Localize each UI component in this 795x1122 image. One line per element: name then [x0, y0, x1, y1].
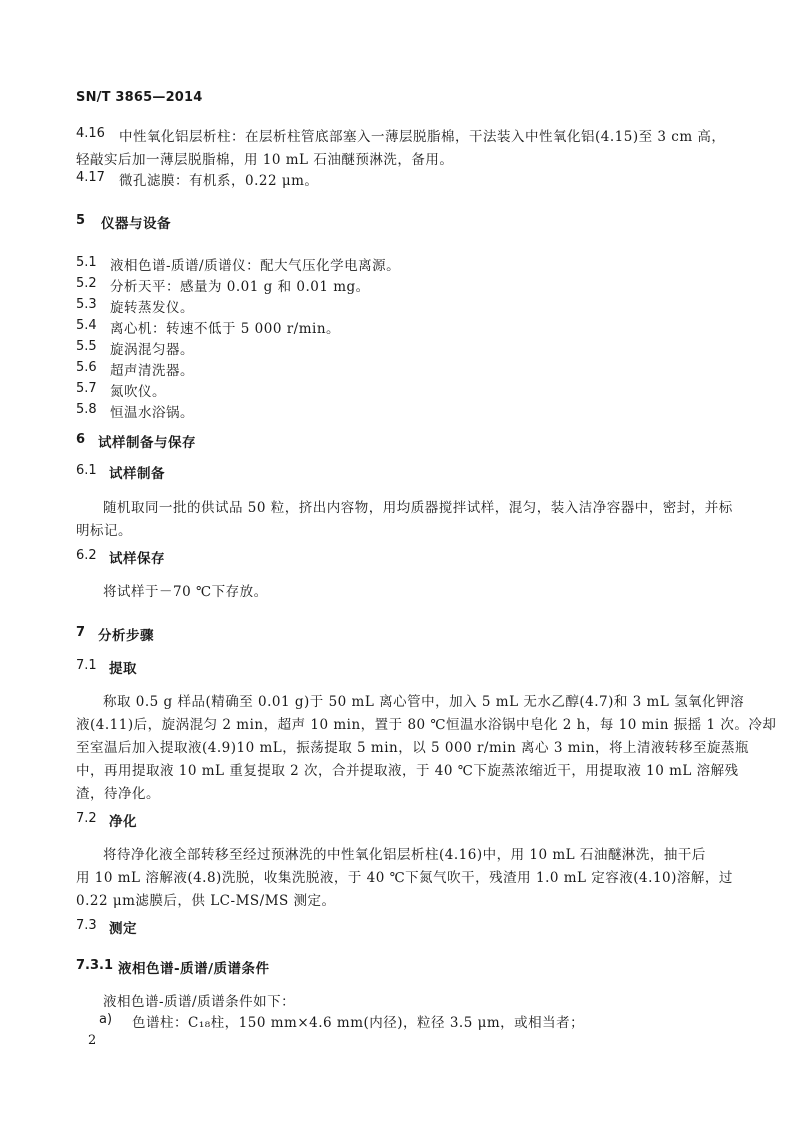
- paragraph-line: 渣，待净化。: [76, 786, 160, 802]
- subsection-number: 6.2: [76, 548, 97, 563]
- paragraph-line: 液(4.11)后，旋涡混匀 2 min，超声 10 min，置于 80 ℃恒温水浴锅中皂化 2 h，每 10 min 振摇 1 次。冷却: [76, 717, 777, 733]
- clause-number: 5.3: [76, 297, 97, 312]
- subsection-number: 6.1: [76, 463, 97, 478]
- clause-text: 旋涡混匀器。: [110, 342, 194, 358]
- paragraph-line: 将试样于－70 ℃下存放。: [103, 584, 268, 600]
- clause-text: 超声清洗器。: [110, 363, 194, 379]
- subsection-title: 试样制备: [109, 466, 165, 482]
- clause-text: 分析天平：感量为 0.01 g 和 0.01 mg。: [110, 279, 370, 295]
- clause-text: 液相色谱-质谱/质谱仪：配大气压化学电离源。: [110, 258, 401, 274]
- section-title: 仪器与设备: [101, 216, 171, 232]
- clause-number: 5.8: [76, 402, 97, 417]
- clause-number: 5.2: [76, 276, 97, 291]
- subsection-title: 测定: [109, 921, 137, 937]
- paragraph-line: 至室温后加入提取液(4.9)10 mL，振荡提取 5 min，以 5 000 r/min 离心 3 min，将上清液转移至旋蒸瓶: [76, 740, 750, 756]
- section-title: 分析步骤: [98, 628, 154, 644]
- paragraph-line: 中，再用提取液 10 mL 重复提取 2 次，合并提取液，于 40 ℃下旋蒸浓缩近干，用提取液 10 mL 溶解残: [76, 763, 739, 779]
- subsection-title: 液相色谱-质谱/质谱条件: [118, 961, 270, 977]
- clause-text: 轻敲实后加一薄层脱脂棉，用 10 mL 石油醚预淋洗，备用。: [76, 152, 454, 168]
- document-header: SN/T 3865—2014: [76, 90, 203, 105]
- section-title: 试样制备与保存: [98, 435, 196, 451]
- clause-text: 氮吹仪。: [110, 384, 166, 400]
- clause-text: 微孔滤膜：有机系，0.22 μm。: [119, 173, 319, 189]
- subsection-number: 7.3: [76, 918, 97, 933]
- clause-text: 恒温水浴锅。: [110, 405, 194, 421]
- clause-text: 中性氧化铝层析柱：在层析柱管底部塞入一薄层脱脂棉，干法装入中性氧化铝(4.15)至 3 cm 高，: [119, 129, 726, 145]
- clause-number: 4.16: [76, 126, 105, 141]
- list-marker: a): [99, 1012, 113, 1027]
- subsection-number: 7.1: [76, 658, 97, 673]
- paragraph-line: 0.22 μm滤膜后，供 LC-MS/MS 测定。: [76, 893, 336, 909]
- paragraph-line: 明标记。: [76, 523, 132, 539]
- paragraph-line: 液相色谱-质谱/质谱条件如下：: [103, 994, 296, 1010]
- clause-number: 5.4: [76, 318, 97, 333]
- clause-number: 5.1: [76, 255, 97, 270]
- subsection-number: 7.3.1: [76, 958, 114, 973]
- section-number: 6: [76, 432, 86, 447]
- list-item: 色谱柱：C₁₈柱，150 mm×4.6 mm(内径)，粒径 3.5 μm，或相当者；: [132, 1015, 585, 1031]
- subsection-number: 7.2: [76, 811, 97, 826]
- clause-number: 5.6: [76, 360, 97, 375]
- section-number: 7: [76, 625, 86, 640]
- paragraph-line: 将待净化液全部转移至经过预淋洗的中性氧化铝层析柱(4.16)中，用 10 mL 石油醚淋洗，抽干后: [103, 847, 706, 863]
- paragraph-line: 用 10 mL 溶解液(4.8)洗脱，收集洗脱液，于 40 ℃下氮气吹干，残渣用 1.0 mL 定容液(4.10)溶解，过: [76, 870, 733, 886]
- clause-number: 4.17: [76, 170, 105, 185]
- clause-number: 5.5: [76, 339, 97, 354]
- clause-number: 5.7: [76, 381, 97, 396]
- subsection-title: 提取: [109, 661, 137, 677]
- clause-text: 旋转蒸发仪。: [110, 300, 194, 316]
- subsection-title: 试样保存: [109, 551, 165, 567]
- section-number: 5: [76, 213, 86, 228]
- page-number: 2: [88, 1033, 97, 1048]
- paragraph-line: 随机取同一批的供试品 50 粒，挤出内容物，用均质器搅拌试样，混匀，装入洁净容器中，密封，并标: [103, 500, 733, 516]
- paragraph-line: 称取 0.5 g 样品(精确至 0.01 g)于 50 mL 离心管中，加入 5 mL 无水乙醇(4.7)和 3 mL 氢氧化钾溶: [103, 694, 745, 710]
- clause-text: 离心机：转速不低于 5 000 r/min。: [110, 321, 341, 337]
- subsection-title: 净化: [109, 814, 137, 830]
